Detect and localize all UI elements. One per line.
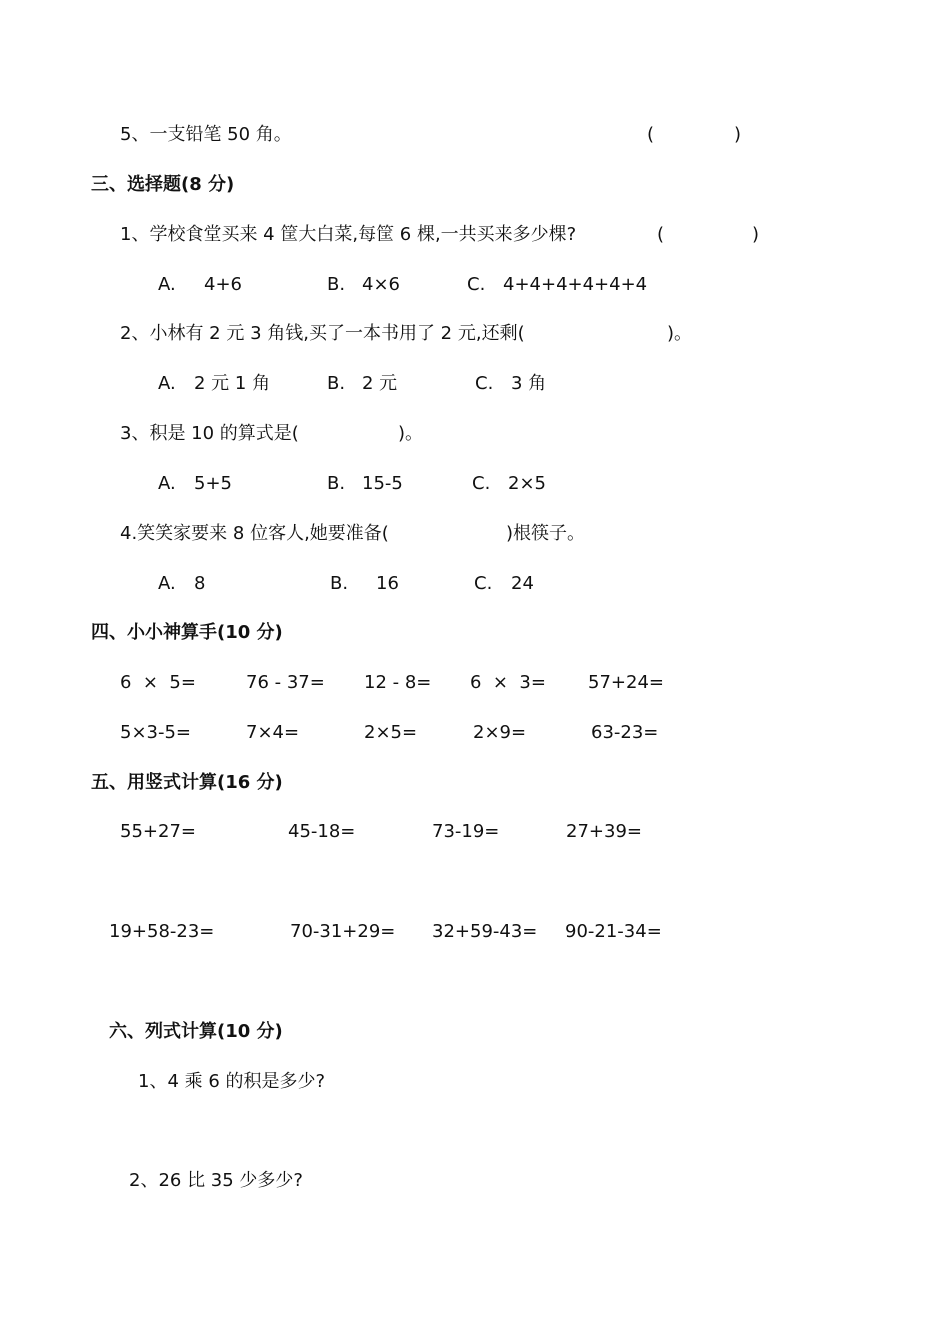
option-letter: C. — [472, 473, 491, 494]
option-letter: A. — [158, 274, 176, 295]
option-text: 24 — [511, 573, 534, 594]
vertical-calc-item: 45-18= — [288, 821, 356, 842]
oral-calc-item: 6 × 5= — [120, 672, 196, 693]
option-text: 4+6 — [204, 274, 242, 295]
option-letter: C. — [467, 274, 486, 295]
word-problem-1: 1、4 乘 6 的积是多少? — [138, 1071, 326, 1092]
option-text: 16 — [376, 573, 399, 594]
choice-question-3: 3、积是 10 的算式是( — [120, 423, 299, 444]
option-text: 2 元 1 角 — [194, 373, 271, 394]
option-letter: C. — [474, 573, 493, 594]
answer-paren-close: ) — [734, 124, 742, 145]
vertical-calc-item: 32+59-43= — [432, 921, 538, 942]
vertical-calc-item: 73-19= — [432, 821, 500, 842]
oral-calc-item: 7×4= — [246, 722, 300, 743]
judge-item-5: 5、一支铅笔 50 角。 — [120, 124, 292, 145]
oral-calc-item: 76 - 37= — [246, 672, 325, 693]
answer-paren-close: ) — [752, 224, 760, 245]
oral-calc-item: 57+24= — [588, 672, 664, 693]
word-problem-2: 2、26 比 35 少多少? — [129, 1170, 303, 1191]
option-letter: A. — [158, 473, 176, 494]
section-6-heading: 六、列式计算(10 分) — [109, 1021, 283, 1042]
option-letter: B. — [327, 373, 346, 394]
answer-paren-open: ( — [647, 124, 655, 145]
oral-calc-item: 63-23= — [591, 722, 659, 743]
choice-question-2: 2、小林有 2 元 3 角钱,买了一本书用了 2 元,还剩( — [120, 323, 525, 344]
oral-calc-item: 12 - 8= — [364, 672, 432, 693]
vertical-calc-item: 27+39= — [566, 821, 642, 842]
vertical-calc-item: 19+58-23= — [109, 921, 215, 942]
option-text: 8 — [194, 573, 206, 594]
option-text: 3 角 — [511, 373, 547, 394]
option-text: 5+5 — [194, 473, 232, 494]
option-letter: B. — [327, 473, 346, 494]
vertical-calc-item: 55+27= — [120, 821, 196, 842]
answer-paren-close: )根筷子。 — [506, 523, 586, 544]
option-text: 15-5 — [362, 473, 403, 494]
section-4-heading: 四、小小神算手(10 分) — [91, 622, 283, 643]
answer-paren-close: )。 — [667, 323, 693, 344]
choice-question-1: 1、学校食堂买来 4 筐大白菜,每筐 6 棵,一共买来多少棵? — [120, 224, 577, 245]
section-5-heading: 五、用竖式计算(16 分) — [91, 772, 283, 793]
answer-paren-close: )。 — [398, 423, 424, 444]
option-text: 4+4+4+4+4+4 — [503, 274, 648, 295]
oral-calc-item: 2×5= — [364, 722, 418, 743]
option-text: 2×5 — [508, 473, 546, 494]
option-letter: C. — [475, 373, 494, 394]
choice-question-4: 4.笑笑家要来 8 位客人,她要准备( — [120, 523, 389, 544]
section-3-heading: 三、选择题(8 分) — [91, 174, 235, 195]
option-letter: B. — [327, 274, 346, 295]
oral-calc-item: 6 × 3= — [470, 672, 546, 693]
vertical-calc-item: 90-21-34= — [565, 921, 662, 942]
option-text: 2 元 — [362, 373, 398, 394]
oral-calc-item: 5×3-5= — [120, 722, 192, 743]
option-text: 4×6 — [362, 274, 400, 295]
oral-calc-item: 2×9= — [473, 722, 527, 743]
option-letter: A. — [158, 373, 176, 394]
option-letter: A. — [158, 573, 176, 594]
option-letter: B. — [330, 573, 349, 594]
vertical-calc-item: 70-31+29= — [290, 921, 396, 942]
answer-paren-open: ( — [657, 224, 665, 245]
